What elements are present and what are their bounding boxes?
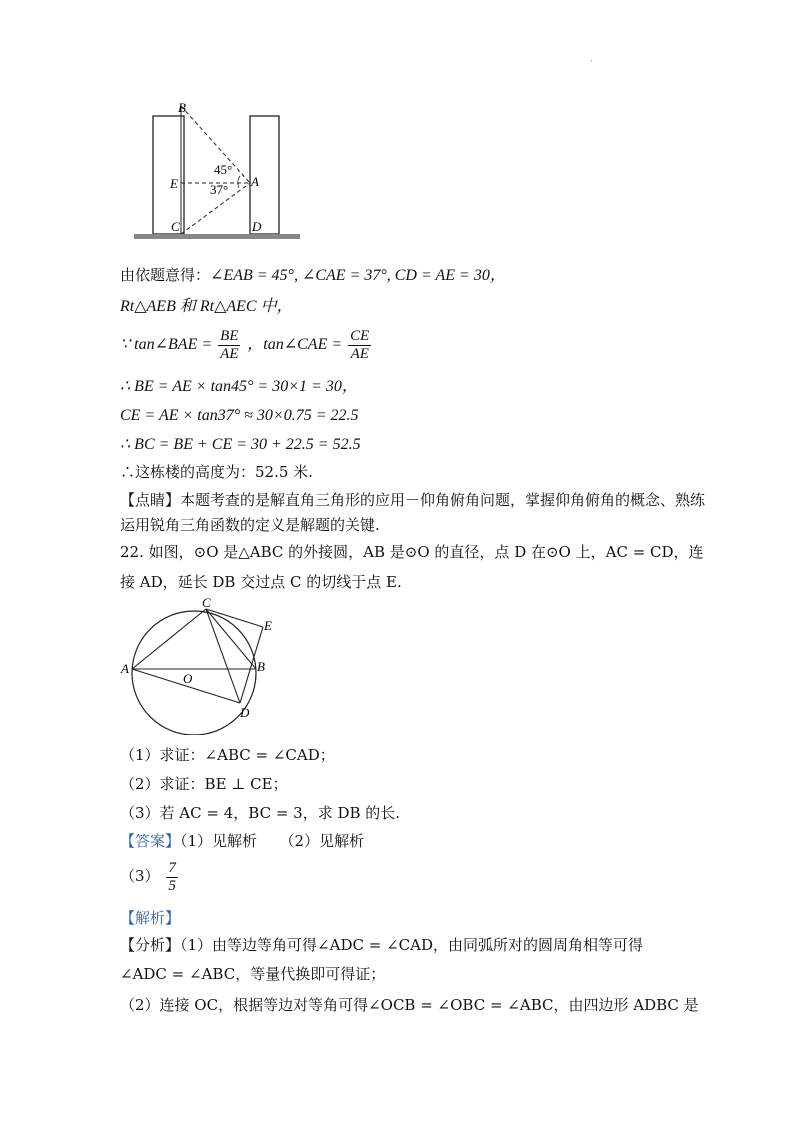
solution-line-2 [120, 296, 293, 317]
label-b: B [178, 100, 186, 115]
solution-line-5-math: CE = AE × tan37° ≈ 30×0.75 = 22.5 [120, 407, 359, 424]
buildings-figure [128, 96, 308, 246]
solution-line-1-math: ∠EAB = 45°, ∠CAE = 37°, CD = AE = 30， [210, 267, 506, 284]
fraction-ce-ae-num: CE [350, 327, 370, 344]
line-cd [206, 609, 240, 703]
solution-line-3-mid: ，tan∠CAE = [247, 336, 347, 353]
solution-line-4 [120, 376, 358, 397]
answer-fraction [166, 860, 178, 895]
left-building [153, 116, 184, 234]
circle-figure [118, 595, 288, 735]
ground [134, 234, 300, 239]
label-a: A [251, 174, 259, 189]
answer-q3-prefix: （3） [120, 867, 160, 885]
comment-tag: 【点睛】 [120, 491, 181, 509]
angle-37-label: 37° [210, 182, 229, 197]
label-e: E [170, 176, 178, 191]
label-d: D [252, 219, 262, 234]
question-2: （2）求证：BE ⊥ CE； [120, 775, 288, 793]
solution-line-1 [120, 265, 506, 286]
comment-line-2-text: 运用锐角三角函数的定义是解题的关键. [120, 516, 380, 534]
analysis-line-2: ∠ADC = ∠ABC，等量代换即可得证； [120, 965, 386, 983]
comment-line-1 [120, 490, 705, 510]
solution-line-3 [120, 326, 373, 363]
fraction-be-ae [218, 328, 240, 363]
answer-tag: 【答案】 [120, 832, 181, 850]
analysis-tag-line [120, 908, 180, 928]
analysis-tag: 【解析】 [120, 909, 181, 927]
analysis-line-1-text: （1）由等边等角可得∠ADC = ∠CAD，由同弧所对的圆周角相等可得 [180, 936, 643, 954]
solution-line-7-text: ∴这栋楼的高度为：52.5 米. [120, 463, 313, 481]
comment-line-2 [120, 515, 380, 535]
analysis-line-3: （2）连接 OC，根据等边对等角可得∠OCB = ∠OBC = ∠ABC，由四边形 ADBC 是 [120, 996, 699, 1014]
question-3: （3）若 AC = 4，BC = 3，求 DB 的长. [120, 804, 401, 822]
label-b: B [257, 659, 265, 674]
solution-line-5 [120, 405, 359, 426]
answer-text: （1）见解析 （2）见解析 [180, 832, 365, 850]
line-cb [206, 609, 256, 669]
fraction-be-ae-den: AE [220, 345, 239, 362]
fraction-be-ae-num: BE [220, 327, 239, 344]
problem-22-line-2: 接 AD，延长 DB 交过点 C 的切线于点 E. [120, 573, 402, 591]
solution-line-3-prefix: ∵ tan∠BAE = [120, 336, 217, 353]
circle-o [132, 611, 256, 735]
fraction-ce-ae [348, 328, 371, 363]
answer-line [120, 831, 364, 851]
header-mark: . [590, 54, 593, 63]
fraction-ce-ae-den: AE [350, 345, 369, 362]
solution-line-1-text: 由依题意得： [120, 266, 211, 284]
tangent-ce [206, 609, 263, 627]
angle-arc [238, 176, 240, 188]
label-d: D [240, 705, 250, 720]
label-a: A [121, 661, 129, 676]
fenxi-tag: 【分析】 [120, 936, 181, 954]
label-c: C [202, 595, 211, 610]
answer-fraction-den: 5 [168, 877, 176, 894]
line-ac [132, 609, 206, 669]
analysis-line-1 [120, 935, 643, 955]
angle-45-label: 45° [214, 162, 233, 177]
label-o: O [183, 671, 193, 686]
answer-q3-line [120, 857, 180, 895]
solution-line-2-math: Rt△AEB 和 Rt△AEC 中， [120, 298, 293, 315]
solution-line-6-math: ∴ BC = BE + CE = 30 + 22.5 = 52.5 [120, 436, 361, 453]
solution-line-6 [120, 434, 361, 455]
answer-fraction-num: 7 [168, 859, 176, 876]
question-1: （1）求证：∠ABC = ∠CAD； [120, 746, 335, 764]
label-c: C [171, 219, 180, 234]
problem-22-line-1: 22. 如图，⊙O 是△ABC 的外接圆，AB 是⊙O 的直径，点 D 在⊙O 上，AC = CD，连 [120, 543, 704, 561]
label-e: E [264, 618, 272, 633]
comment-line-1-text: 本题考查的是解直角三角形的应用－仰角俯角问题，掌握仰角俯角的概念、熟练 [180, 491, 706, 509]
solution-line-7 [120, 462, 313, 482]
solution-line-4-math: ∴ BE = AE × tan45° = 30×1 = 30， [120, 378, 358, 395]
